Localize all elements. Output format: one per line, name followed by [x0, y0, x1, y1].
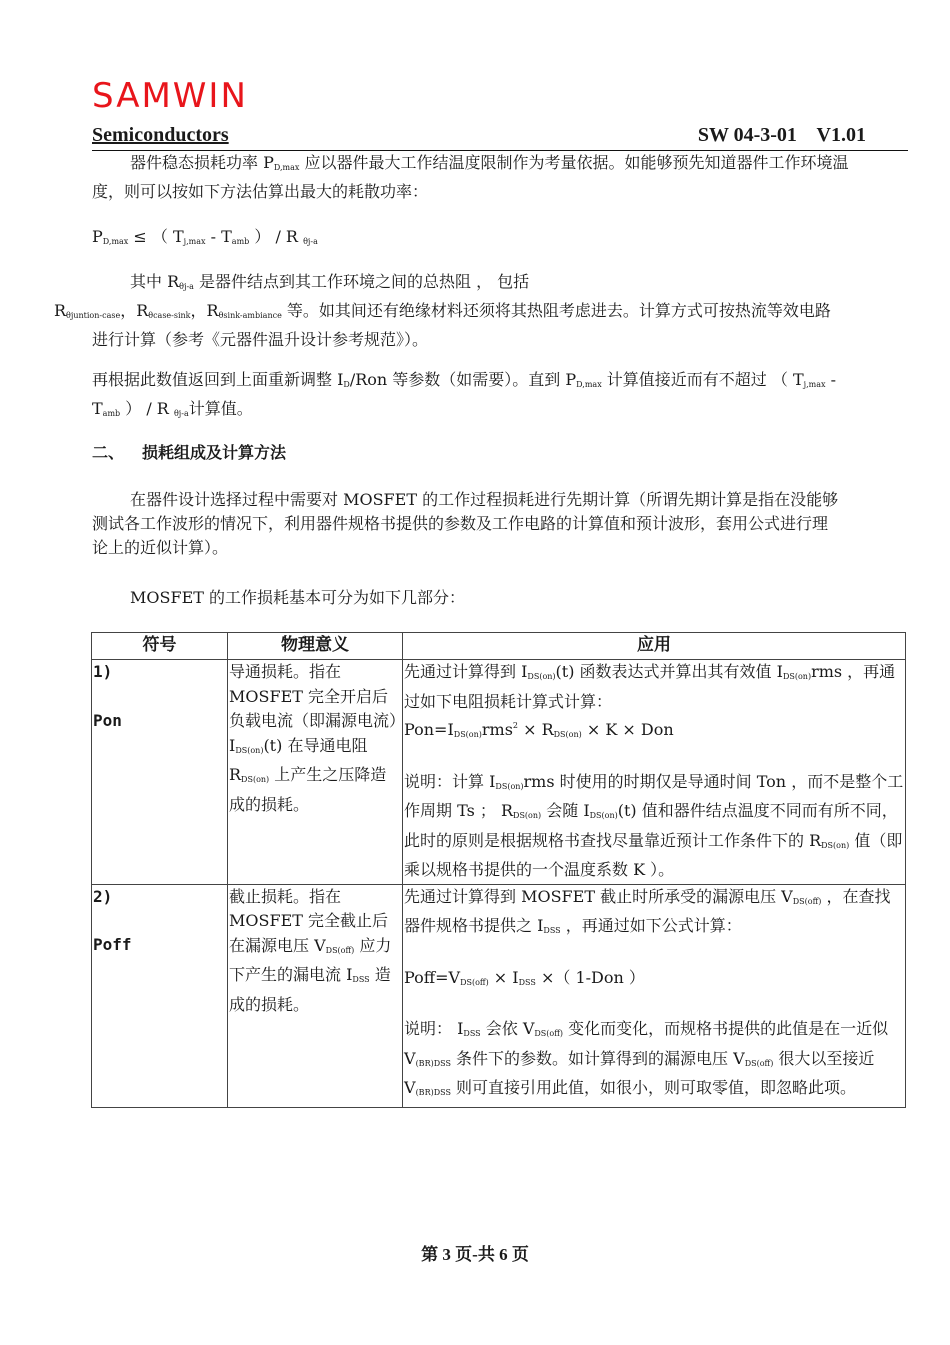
- table-row: [92, 660, 906, 885]
- section-heading: [92, 440, 286, 463]
- application-cell: 先通过计算得到 $I_{DS(on)}(t)$ 函数表达式并算出其有效值 $I_{DS(on)}rms$ ，再通过如下电阻损耗计算式计算： $Pon=I_{DS(on)}rms^2 \times R_{DS(on)} \times K$ × Don 说明：计算 $I_{DS(on)}rms$ 时使用的时期仅是导通时间 Ton ，而不是整个工作周期 Ts ； $R_{DS(on)}$ 会随 $I_{DS(on)}(t)$ 值和器件结点温度不同而有所不同，此时的原则是根据规格书查找尽量靠近预计工作条件下的 $R_{DS(on)}$ 值（即乘以规格书提供的一个温度系数 K ）。: [403, 660, 906, 885]
- loss-table: [91, 632, 906, 1108]
- paragraph-loss-parts: MOSFET 的工作损耗基本可分为如下几部分：: [130, 588, 466, 607]
- document-id: SW 04-3-01 V1.01: [697, 124, 866, 146]
- page-footer: 第 3 页-共 6 页: [421, 1245, 529, 1264]
- paragraph-steady-loss: 器件稳态损耗功率 $P_{D,max}$ 应以器件最大工作结温度限制作为考量依据。如能够预先知道器件工作环境温度，则可以按如下方法估算出最大的耗散功率：: [92, 153, 849, 201]
- symbol-cell: 2) Poff: [92, 884, 228, 1107]
- table-header-application: 应用: [403, 633, 906, 660]
- meaning-cell: 导通损耗。指在MOSFET 完全开启后负载电流（即漏源电流）$I_{DS(on)}(t)$ 在导通电阻 $R_{DS(on)}$ 上产生之压降造成的损耗。: [228, 660, 403, 885]
- application-cell: 先通过计算得到 MOSFET 截止时所承受的漏源电压 $V_{DS(off)}$ ，在查找器件规格书提供之 $I_{DSS}$ ，再通过如下公式计算： $Poff=V_{DS(off)} \times I_{DSS}$ ×（ 1-Don ） 说明： $I_{DSS}$ 会依 $V_{DS(off)}$ 变化而变化，而规格书提供的此值是在一近似 $V_{(BR)DSS}$ 条件下的参数。如计算得到的漏源电压 $V_{DS(off)}$ 很大以至接近 $V_{(BR)DSS}$ 则可直接引用此值，如很小，则可取零值，即忽略此项。: [403, 884, 906, 1107]
- page-header: [92, 122, 908, 151]
- section-title: 损耗组成及计算方法: [142, 443, 287, 462]
- meaning-cell: 截止损耗。指在MOSFET 完全截止后在漏源电压 $V_{DS(off)}$ 应力下产生的漏电流 $I_{DSS}$ 造成的损耗。: [228, 884, 403, 1107]
- company-name: Semiconductors: [92, 124, 229, 146]
- formula-pdmax: $P_{D,max}$ ≤ （ $T_{j,max} - T_{amb}$ ） / R $_{\theta j-a}$: [92, 227, 318, 246]
- symbol-cell: 1) Pon: [92, 660, 228, 885]
- paragraph-thermal-resistance: 其中 $R_{\theta j-a}$ 是器件结点到其工作环境之间的总热阻 ， 包括 $R_{\theta juntion-case}$，$R_{\theta case-sink}$，$R_{\theta sink-ambiance}$ 等。如其间还有绝缘材料还须将其热阻考虑进去。计算方式可按热流等效电路进行计算（参考《元器件温升设计参考规范》）。: [54, 272, 831, 349]
- paragraph-readjust: 再根据此数值返回到上面重新调整 $I_D$/Ron 等参数（如需要）。直到 $P_{D,max}$ 计算值接近而有不超过 （ $T_{j,max} - T_{amb}$ ） / R $_{\theta j-a}$计算值。: [92, 370, 837, 418]
- company-logo: SAMWIN: [92, 76, 248, 116]
- table-header-row: [92, 633, 906, 660]
- paragraph-loss-precalc: 在器件设计选择过程中需要对 MOSFET 的工作过程损耗进行先期计算（所谓先期计算是指在没能够测试各工作波形的情况下，利用器件规格书提供的参数及工作电路的计算值和预计波形，套用公式进行理论上的近似计算）。: [92, 490, 839, 557]
- table-header-symbol: 符号: [92, 633, 228, 660]
- table-header-meaning: 物理意义: [228, 633, 403, 660]
- section-number: 二、: [92, 443, 125, 462]
- table-row: [92, 884, 906, 1107]
